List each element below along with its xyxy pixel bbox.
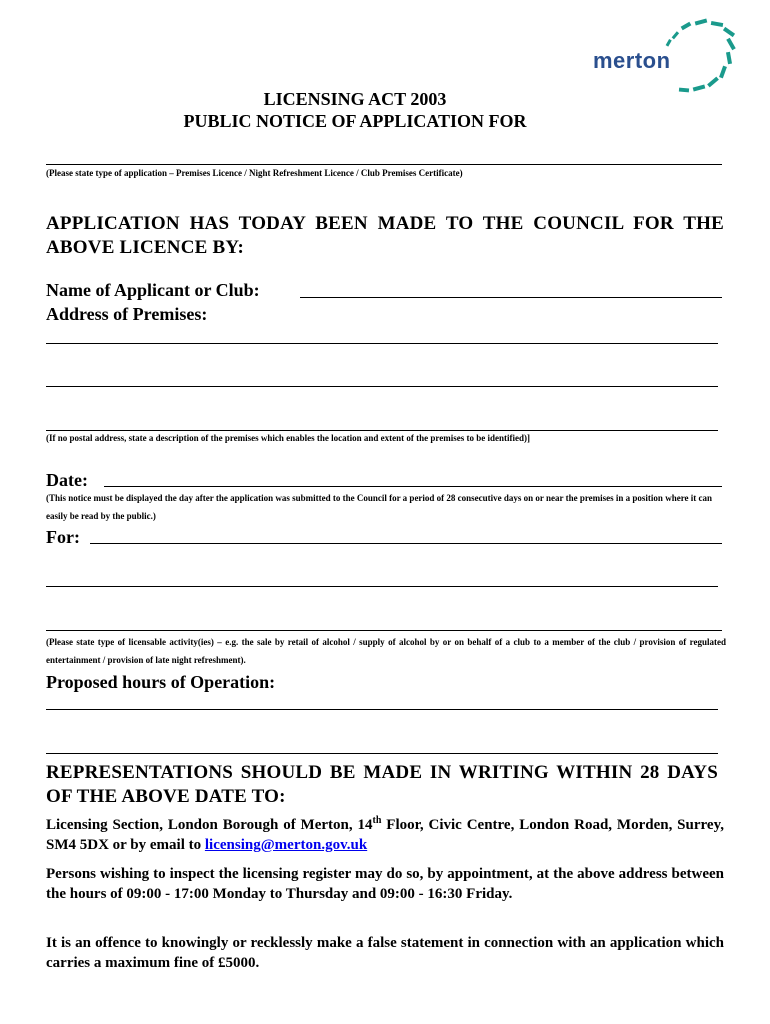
address-part-2: Floor, Civic Centre, London Road, Morden, Surrey, SM4 5DX or by email to: [46, 817, 724, 853]
title-line-1: LICENSING ACT 2003: [263, 89, 447, 109]
for-line-3[interactable]: [46, 630, 722, 631]
address-label: Address of Premises:: [46, 304, 208, 324]
address-note: (If no postal address, state a description of the premises which enables the location and extent of the premises to be identified)]: [46, 433, 530, 443]
address-part-1: Licensing Section, London Borough of Merton, 14: [46, 817, 373, 833]
for-label: For:: [46, 527, 80, 547]
representations-heading: REPRESENTATIONS SHOULD BE MADE IN WRITING WITHIN 28 DAYS OF THE ABOVE DATE TO:: [46, 762, 718, 807]
email-link[interactable]: licensing@merton.gov.uk: [204, 837, 368, 853]
for-line-2[interactable]: [46, 586, 718, 587]
address-superscript: th: [372, 815, 382, 826]
page-title: [0, 88, 710, 132]
application-type-line[interactable]: [46, 164, 722, 165]
date-input-line[interactable]: [104, 486, 722, 487]
for-input-line[interactable]: [90, 543, 722, 544]
applicant-label: Name of Applicant or Club:: [46, 280, 260, 300]
hours-label: Proposed hours of Operation:: [46, 672, 276, 692]
address-line-1[interactable]: [46, 343, 718, 344]
inspect-paragraph: Persons wishing to inspect the licensing register may do so, by appointment, at the above address between the hours of 09:00 - 17:00 Monday to Thursday and 09:00 - 16:30 Friday.: [46, 866, 724, 902]
application-type-note: (Please state type of application – Premises Licence / Night Refreshment Licence / Club Premises Certificate): [46, 168, 463, 178]
applicant-input-line[interactable]: [300, 297, 722, 298]
address-line-2[interactable]: [46, 386, 718, 387]
date-label: Date:: [46, 470, 88, 490]
address-line-3[interactable]: [46, 430, 718, 431]
hours-line-2[interactable]: [46, 753, 718, 754]
logo-text: merton: [593, 48, 671, 73]
title-line-2: PUBLIC NOTICE OF APPLICATION FOR: [183, 111, 527, 131]
representations-address: [46, 815, 724, 855]
hours-line-1[interactable]: [46, 709, 718, 710]
for-note: (Please state type of licensable activity(ies) – e.g. the sale by retail of alcohol / supply of alcohol by or on behalf of a club to a member of the club / provision of regulated entertainment / provision of late night refreshment).: [46, 637, 726, 665]
date-note: (This notice must be displayed the day after the application was submitted to the Council for a period of 28 consecutive days on or near the premises in a position where it can easily be read by the public.): [46, 493, 713, 521]
offence-paragraph: It is an offence to knowingly or recklessly make a false statement in connection with an application which carries a maximum fine of £5000.: [46, 935, 724, 971]
application-made-heading: APPLICATION HAS TODAY BEEN MADE TO THE COUNCIL FOR THE ABOVE LICENCE BY:: [46, 213, 724, 258]
